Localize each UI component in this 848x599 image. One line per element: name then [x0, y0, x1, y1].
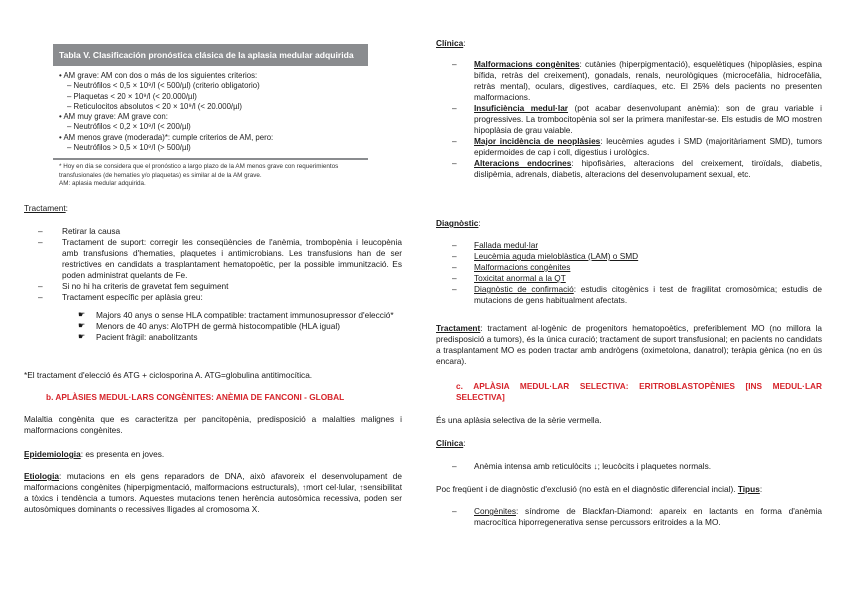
tractament-list	[24, 226, 402, 303]
table-row: – Neutrófilos < 0,5 × 10⁹/l (< 500/µl) (criterio obligatorio)	[67, 81, 260, 91]
tipus-list	[436, 506, 822, 528]
list-item: – Congènites: síndrome de Blackfan-Diamond: apareix en lactants en forma d'anèmia macrocítica hiporregenerativa sense percussors eritroides a la MO.	[436, 506, 822, 528]
diagnostic-list	[436, 240, 822, 306]
epidemiologia: Epidemiologia: es presenta en joves.	[24, 449, 165, 459]
list-item: – Alteracions endocrines: hipofisàries, alteracions del creixement, tiroïdals, diabetis, dislipèmia, adrenals, diabetis, alteracions del desenvolupament sexual, etc.	[436, 158, 822, 180]
fanconi-intro: Malaltia congènita que es caracteritza per pancitopènia, predisposició a malalties malignes i malformacions congènites.	[24, 414, 402, 435]
table-row: – Neutrófilos < 0,2 × 10⁹/l (< 200/µl)	[67, 122, 191, 132]
list-item: – Insuficiència medul·lar (pot acabar desenvolupant anèmia): son de grau variable i progressives. La trombocitopènia sol ser la primera manifestar-se. Els estudis de MO mostren hipoplàsia de grau vaiable.	[436, 103, 822, 136]
etiologia: Etiologia: mutacions en els gens reparadors de DNA, això afavoreix el desenvolupament de malformacions congènites (hiperpigmentació, malformacions estructurals), ↑mort cel·lular, ↑sensibilitat a tòxics i tendència a tumors. Aquestes mutacions tenen herència autosòmica recessiva, poden ser autosòmiques dominants o recessives lligades al cromosoma X.	[24, 471, 402, 514]
clinica2-list	[436, 461, 822, 472]
diagnostic-heading: Diagnòstic:	[436, 218, 481, 228]
tractament-paragraph: Tractament: tractament al·logènic de progenitors hematopoètics, preferiblement MO (no millora la predisposició a tumors), és la única curació; tractament de suport transfusional; en pacients no candidats a trasplantament MO es poden tractar amb andrògens (oximetolona, danatrol); teràpia gènica (no en ús encara).	[436, 323, 822, 366]
table-body	[53, 66, 368, 153]
list-item: – Tractament específic per aplàsia greu:	[24, 292, 402, 303]
table-row: – Plaquetas < 20 × 10⁹/l (< 20.000/µl)	[67, 91, 197, 101]
classification-table	[53, 44, 368, 193]
list-item: – Tractament de suport: corregir les conseqüències de l'anèmia, trombopènia i leucopènia amb transfusions d'hematies, plaquetes i antimicrobians. Les transfusions han de ser restrictives en candidats a trasplantament hematopoètic, per la possible immunització. Es poden administrat quelants de Fe.	[24, 237, 402, 281]
list-item: – Diagnòstic de confirmació: estudis citogènics i test de fragilitat cromosòmica; estudis de mutacions de gens habitualment afectats.	[436, 284, 822, 306]
list-item: – Si no hi ha criteris de gravetat fem seguiment	[24, 281, 402, 292]
list-item: – Malformacions congènites: cutànies (hiperpigmentació), esquelètiques (hipoplàsies, espina bífida, retràs del creixement), gonadals, renals, neurològiques (microcefàlia, hidrocefàlia, retràs mental), oculars, digestives, cardíaques, etc. El 25% dels pacients no presenten malformacions.	[436, 59, 822, 103]
footnote: *El tractament d'elecció és ATG + ciclosporina A. ATG=globulina antitimocítica.	[24, 370, 313, 380]
list-item: ☛ Pacient fràgil: anabolitzants	[24, 332, 402, 343]
list-item: – Major incidència de neoplàsies: leucèmies agudes i SMD (majoritàriament SMD), tumors epidermoides de cap i coll, digestius i urològics.	[436, 136, 822, 158]
selectiva-intro: És una aplàsia selectiva de la sèrie vermella.	[436, 415, 602, 425]
table-row: • AM muy grave: AM grave con:	[59, 112, 168, 122]
list-item: ☛ Majors 40 anys o sense HLA compatible: tractament immunosupressor d'elecció*	[24, 310, 402, 321]
clinica-list	[436, 59, 822, 180]
table-title: Tabla V. Clasificación pronóstica clásica de la aplasia medular adquirida	[53, 44, 368, 66]
table-note: * Hoy en día se considera que el pronóstico a largo plazo de la AM menos grave con requerimientos transfusionales (de hematíes y/o plaquetas) es similar al de la AM grave.	[59, 163, 339, 179]
table-notes	[53, 163, 368, 188]
poc-frequent: Poc freqüent i de diagnòstic d'exclusió (no està en el diagnòstic diferencial incial). Tipus:	[436, 484, 763, 494]
section-b-heading: b. APLÀSIES MEDUL·LARS CONGÈNITES: ANÈMIA DE FANCONI - GLOBAL	[46, 392, 345, 402]
table-divider	[53, 158, 368, 160]
clinica2-heading: Clínica:	[436, 438, 466, 448]
list-item: – Leucèmia aguda mieloblàstica (LAM) o SMD	[436, 251, 822, 262]
clinica-heading: Clínica:	[436, 38, 466, 48]
list-item: – Toxicitat anormal a la QT	[436, 273, 822, 284]
list-item: – Anèmia intensa amb reticulòcits ↓; leucòcits i plaquetes normals.	[436, 461, 822, 472]
table-row: • AM grave: AM con dos o más de los siguientes criterios:	[59, 71, 258, 80]
table-row: • AM menos grave (moderada)*: cumple criterios de AM, pero:	[59, 132, 274, 142]
tractament-sublist	[24, 310, 402, 343]
list-item: – Fallada medul·lar	[436, 240, 822, 251]
list-item: – Malformacions congènites	[436, 262, 822, 273]
list-item: ☛ Menors de 40 anys: AloTPH de germà histocompatible (HLA igual)	[24, 321, 402, 332]
section-c-heading: c. APLÀSIA MEDUL·LAR SELECTIVA: ERITROBLASTOPÈNIES [INS MEDUL·LAR SELECTIVA]	[456, 381, 822, 402]
table-row: – Neutrófilos > 0,5 × 10⁹/l (> 500/µl)	[67, 143, 191, 153]
table-note: AM: aplasia medular adquirida.	[59, 180, 146, 188]
table-row: – Reticulocitos absolutos < 20 × 10⁹/l (< 20.000/µl)	[67, 101, 242, 111]
tractament-heading: Tractament:	[24, 203, 68, 213]
list-item: – Retirar la causa	[24, 226, 402, 237]
